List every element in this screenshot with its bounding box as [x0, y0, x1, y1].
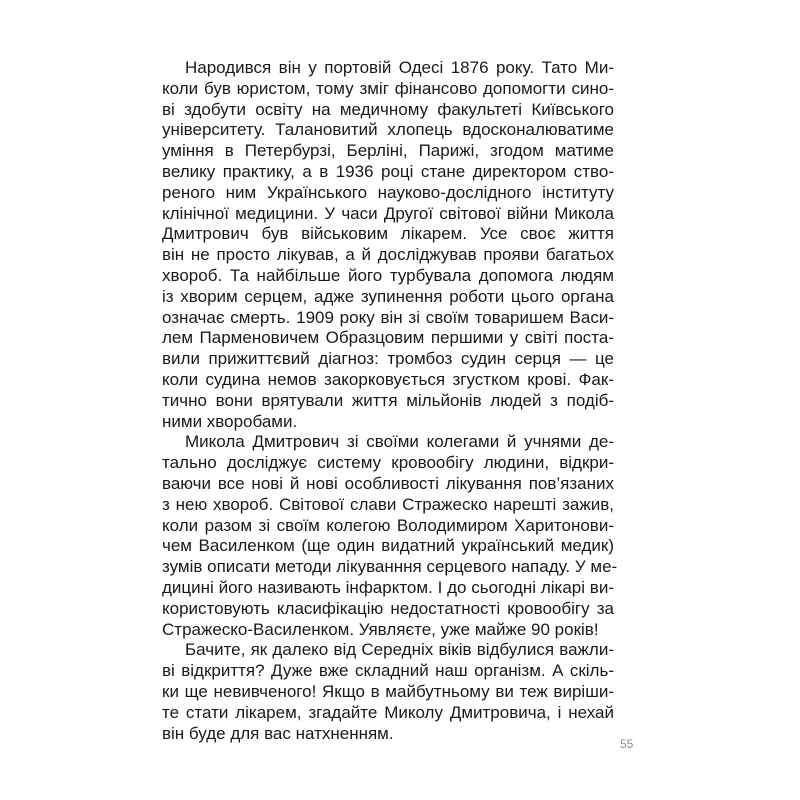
- paragraph-2: [162, 432, 618, 640]
- text-line: ки ще невивченого! Якщо в майбутньому ви теж виріши-: [162, 681, 614, 701]
- text-line: він буде для вас натхненням.: [162, 723, 394, 743]
- text-line: дицині його називають інфарктом. І до сьогодні лікарі ви-: [162, 577, 614, 597]
- text-line: лем Парменовичем Образцовим першими у світі поста-: [162, 328, 614, 348]
- text-line: Бачите, як далеко від Середніх віків відбулися важли-: [185, 640, 614, 660]
- page-number: 55: [620, 737, 634, 751]
- text-line: коли судина немов закорковується згустком крові. Фак-: [162, 369, 614, 389]
- text-line: вили прижиттєвий діагноз: тромбоз судин серця — це: [162, 349, 614, 369]
- text-line: коли був юристом, тому зміг фінансово допомогти сино-: [162, 78, 614, 98]
- body-text: [162, 58, 618, 744]
- text-line: зумів описати методи лікуванння серцевого нападу. У ме-: [162, 557, 618, 577]
- paragraph-3: [162, 640, 614, 744]
- text-line: він не просто лікував, а й досліджував прояви багатьох: [162, 245, 614, 265]
- text-line: ними хворобами.: [162, 411, 298, 431]
- text-line: те стати лікарем, згадайте Миколу Дмитровича, і нехай: [162, 702, 614, 722]
- paragraph-1: [162, 58, 614, 432]
- text-line: означає смерть. 1909 року він зі своїм товаришем Васи-: [162, 307, 614, 327]
- text-line: ві відкриття? Дуже вже складний наш організм. А скіль-: [162, 661, 614, 681]
- text-line: університету. Талановитий хлопець вдосконалюватиме: [162, 120, 614, 140]
- text-line: тально досліджує систему кровообігу людини, відкри-: [162, 453, 614, 473]
- text-line: користовують класифікацію недостатності кровообігу за: [162, 598, 614, 618]
- text-line: Микола Дмитрович зі своїми колегами й учнями де-: [185, 432, 614, 452]
- text-line: реного ним Українського науково-дослідного інституту: [162, 182, 614, 202]
- text-line: велику практику, а в 1936 році стане директором ство-: [162, 161, 614, 181]
- text-line: ваючи все нові й нові особливості лікування пов’язаних: [162, 473, 614, 493]
- text-line: ві здобути освіту на медичному факультеті Київського: [162, 99, 614, 119]
- text-line: уміння в Петербурзі, Берліні, Парижі, згодом матиме: [162, 141, 614, 161]
- text-line: Стражеско-Василенком. Уявляєте, уже майже 90 років!: [162, 619, 599, 639]
- text-line: клінічної медицини. У часи Другої світової війни Микола: [162, 203, 614, 223]
- text-line: хвороб. Та найбільше його турбувала допомога людям: [162, 265, 614, 285]
- text-line: із хворим серцем, адже зупинення роботи цього органа: [162, 286, 614, 306]
- text-line: коли разом зі своїм колегою Володимиром Харитонови-: [162, 515, 614, 535]
- text-line: з нею хвороб. Світової слави Стражеско нарешті зажив,: [162, 494, 614, 514]
- text-line: чем Василенком (ще один видатний український медик): [162, 536, 614, 556]
- text-line: Дмитрович був військовим лікарем. Усе своє життя: [162, 224, 614, 244]
- text-line: тично вони врятували життя мільйонів людей з подіб-: [162, 390, 614, 410]
- text-line: Народився він у портовій Одесі 1876 року. Тато Ми-: [185, 58, 614, 77]
